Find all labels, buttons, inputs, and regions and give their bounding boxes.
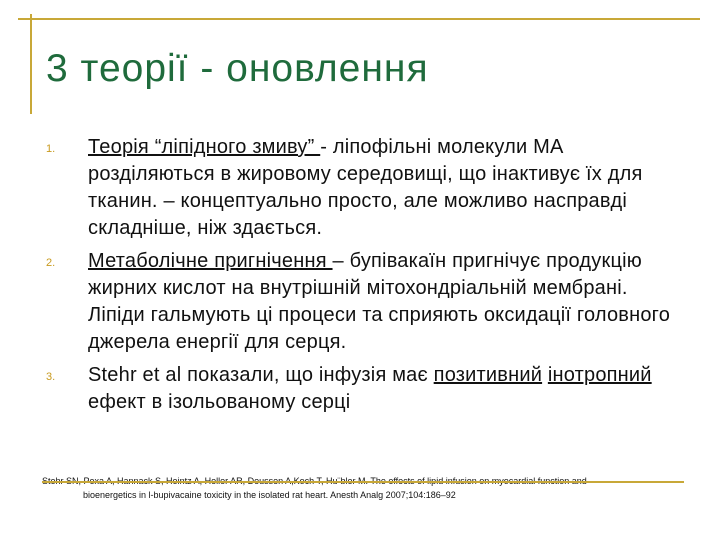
numbered-list	[46, 134, 686, 422]
item-description: - ліпофільні молекули МА розділяються в жировому середовищі, що інактивує їх для тканин. – концептуально просто, але можливо насправді складніше, ніж здається.	[88, 136, 643, 239]
list-number: 2.	[46, 257, 56, 269]
item-description: – бупівакаїн пригнічує продукцію жирних кислот на внутрішній мітохондріальній мембрані. Ліпіди гальмують ці процеси та сприяють оксидації головного джерела енергії для серця.	[88, 250, 671, 353]
underlined-term: позитивний	[433, 364, 543, 386]
underlined-term: Теорія “ліпідного змиву”	[88, 136, 321, 158]
reference-line-2: bioenergetics in l-bupivacaine toxicity in the isolated rat heart. Anesth Analg 2007;104:186–92	[83, 490, 456, 500]
list-item	[46, 134, 686, 242]
list-item-text	[88, 134, 686, 242]
bottom-rule	[42, 481, 684, 483]
reference-citation	[42, 474, 692, 502]
underlined-term: Метаболічне пригнічення	[88, 250, 333, 272]
top-rule	[18, 18, 700, 20]
item-description: ефект в ізольованому серці	[88, 391, 351, 413]
list-number: 1.	[46, 143, 56, 155]
left-rule	[30, 14, 32, 114]
list-item-text	[88, 248, 686, 356]
list-item	[46, 248, 686, 356]
list-item-text	[88, 362, 686, 416]
item-description: Stehr et al показали, що інфузія має	[88, 364, 434, 386]
slide-title: 3 теорії - оновлення	[46, 47, 429, 90]
list-number: 3.	[46, 371, 56, 383]
list-item	[46, 362, 686, 416]
underlined-term: інотропний	[547, 364, 652, 386]
